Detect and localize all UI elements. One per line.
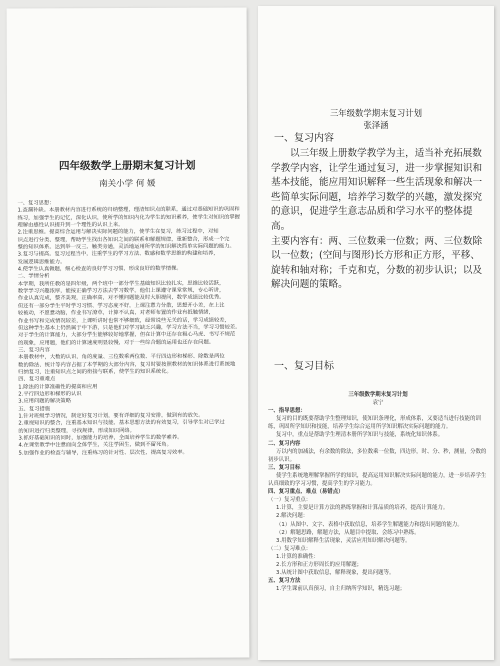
embedded-plan-line: 四、复习重点、难点（易错点） [268,489,344,496]
left-body-line: 五、复习措施 [18,405,51,413]
left-body-line: 2.平行四边形和梯形的认识 [18,391,82,398]
embedded-plan-author: 袁宁 [372,400,384,407]
left-body-line: 但这种学生基本上仍然属于中下游，只是他们对学习缺乏兴趣，学习方法不当，学习习惯较差。 [17,324,241,332]
section-paragraph: 以三年级上册数学教学为主，适当补充拓展数学教学内容，让学生通过复习，进一步掌握知识和基本技能，能应用知识解释一些生活现象和解决一些简单实际问题，培养学习数学的兴趣，激发探究的意识，促进学生意志品质和学习水平的整体提高。 [271,148,483,232]
left-body-line: 的知识进行归类整理，寻找规律，形成知识网络。 [18,427,135,435]
left-body-line: 1.针对班级学习情况，制定好复习计划，要有详细的复习安排，做到有的放矢。 [18,412,204,420]
embedded-plan-line: （一）复习重点： [268,497,312,504]
right-page-title [258,107,494,131]
left-body-line: 一、复习思想： [17,200,55,207]
left-body-line: 4.在课堂教学中注意面向全体学生，关注学困生，做到不留死角。 [18,442,172,449]
left-body-line: 练习，加强学生的记忆，深化认识，使所学的知识内化为学生的知识素养，使学生对知识的掌握 [17,214,240,222]
embedded-plan [268,391,488,593]
right-title-line2: 张泽涵 [363,120,389,130]
embedded-plan-line: 一、指导思想： [268,408,306,415]
left-body-line: 2.重视知识的整合，注重基本知识与技能、基本思想方法的有效复习，引导学生对已学过 [18,419,225,427]
left-page-body [17,200,242,458]
left-body-line: 1.查漏补缺。本册教材内容进行系统的归纳整理，理清知识点的联系，通过对基础知识的巩固和 [17,206,240,214]
left-page-title: 四年级数学上册期末复习计划 [58,159,196,173]
left-body-line: 作业认真完成，整齐美观，正确率高，对不懂问题能及时大胆提问，数学成绩比较优秀。 [17,295,225,302]
left-body-line: 数的除法、统计等内容占据了本学期的大部分内容，复习时要按照教材的知识体系进行系统地 [18,361,236,369]
left-body-line: 归纳复习，注重知识点之间的衔接与联系，使学生的知识系统化。 [18,368,172,376]
left-body-line: 本学期，我所任教的是四年级，两个班中一部分学生基础知识比较扎实，思维比较活跃， [17,280,225,288]
left-body-line: 对于学生的计算能力，大部分学生能够较好地掌握，但在计算中还存在粗心马虎、书写不规范 [17,331,236,339]
left-document-page [7,7,250,658]
section-heading-goal: 一、复习目标 [274,361,334,372]
embedded-plan-line: 2.长方形和正方形周长的应用解题； [276,561,363,568]
left-body-line: 5.加强作业的检查与辅导，注重练习的针对性、层次性，提高复习效率。 [18,449,188,457]
embedded-plan-line: 1.学生课前认真预习，自主归纳所学知识，精选习题； [276,586,406,593]
left-body-line: 发展逻辑思维能力。 [17,259,66,266]
left-body-line: 四、复习重难点 [18,376,56,383]
embedded-plan-line: （1）从图中、文字、表格中获取信息，培养学生解题能力和提出问题的能力。 [276,521,463,528]
embedded-plan-line: 1.计算，主要是计算方法的熟练掌握和计算品质的培养，提高计算能力。 [276,505,449,512]
review-goal-section [258,360,494,374]
embedded-plan-line: 2.解决问题： [276,513,309,520]
left-body-line: 本册教材中，大数的认识、角的度量、三位数乘两位数、平行四边形和梯形、除数是两位 [18,353,225,361]
right-title-line1: 三年级数学期末复习计划 [329,108,423,118]
left-body-line: 3.抓好基础知识的同时，加强能力的培养，全面培养学生的数学素养。 [18,434,183,442]
left-body-line: 数学学习兴趣浓厚，能按正确学习方法去学习数学。他们上课遵守课堂常规，专心听讲， [17,287,225,295]
left-body-line: 4.使学生认真做题，细心检查的良好学习习惯，形成良好的数学情操。 [17,265,182,273]
section-paragraph: 主要内容有：两、三位数乘一位数；两、三位数除以一位数；(空间与图形)长方形和正方形，平移、旋转和轴对称；千克和克，分数的初步认识；以及解决问题的策略。 [271,235,483,291]
section-heading-content: 一、复习内容 [274,133,334,144]
left-body-line: 2.注重思维。提高综合运用与解决实际问题的能力，使学生在复习，练习过程中，对知 [17,228,219,236]
embedded-plan-line: （二）复习难点： [268,545,312,552]
left-body-line: 整的知识体系。达到举一反三、触类旁通，灵活地运用所学的知识解决简单实际问题的能力。 [17,243,235,251]
embedded-plan-line: （2）解题思路，解题方法，从题目中提取、会练习中熟练。 [276,529,420,536]
left-body-line: 但还有一部分学生平时学习习惯、学习态度不好，上课注意力分散，思想开小差，在上比 [17,302,225,310]
left-body-line: 理解由感性认识提升到一个理性的认识上来。 [17,222,124,229]
embedded-plan-line: 二、复习内容 [268,440,301,447]
left-body-line: 作业书写和完成情况较差，上课听讲时也常不够细致，经常说些无关的话，学习成绩较差， [17,317,230,324]
left-body-line: 识点进行分类、整理，帮助学生找出各知识之间的联系和解题规律，重新整合，形成一个完 [17,236,230,244]
embedded-plan-line: 五、复习方法 [268,578,301,585]
left-body-line: 较被动，不愿意动脑，作业书写潦草，计算不认真，对老师布置的作业有抵触情绪， [17,309,214,317]
embedded-plan-body [268,407,488,593]
left-body-line: 二、学情分析 [17,273,50,280]
left-body-line: 3.应用问题的解决策略 [18,398,72,405]
left-page-author: 南关小学 何 媛 [99,178,156,190]
embedded-plan-line: 复习中，重点是帮助学生理清本册所学知识与技能，系统化知识体系。 [276,432,444,439]
review-content-section [258,132,494,293]
embedded-plan-line: 3.用数学知识解释生活现象，灵活应用知识解决问题等。 [276,537,411,544]
left-body-line: 的现象，应用题，他们的计算速度明显较慢，对于一些综合题的运用也还存在问题。 [18,339,215,347]
right-document-page [258,6,494,660]
embedded-plan-line: 万以内的加减法，有余数的除法，多位数乘一位数，四边形，时、分、秒，测量，分数的初步认识。 [268,448,487,463]
left-body-line: 1.除法的计算准确性的提高和应用 [18,383,98,391]
embedded-plan-line: 3.从统计图中获取信息，解释现象，提出问题等。 [276,570,395,577]
embedded-plan-line: 复习的目的既要帮助学生整理知识，使知识条理化，形成体系，又要适当进行技能的训练，巩固所学知识和技能，培养学生综合运用所学知识解决实际问题的能力。 [268,416,481,431]
left-body-line: 3.复习与提高。复习过程当中，注重学生的学习方法、数感和数学思维的构建和培养， [17,251,219,258]
embedded-plan-title: 三年级数学期末复习计划 [348,392,408,398]
left-body-line: 三、复习内容 [18,347,50,354]
embedded-plan-line: 三、复习目标 [268,464,301,471]
embedded-plan-line: 使学生系统地理解掌握所学的知识，提高运用知识解决实际问题的能力，进一步培养学生认真细致的学习习惯，提高学生的学习能力。 [268,472,487,488]
embedded-plan-line: 1.计算的准确性： [276,553,319,560]
